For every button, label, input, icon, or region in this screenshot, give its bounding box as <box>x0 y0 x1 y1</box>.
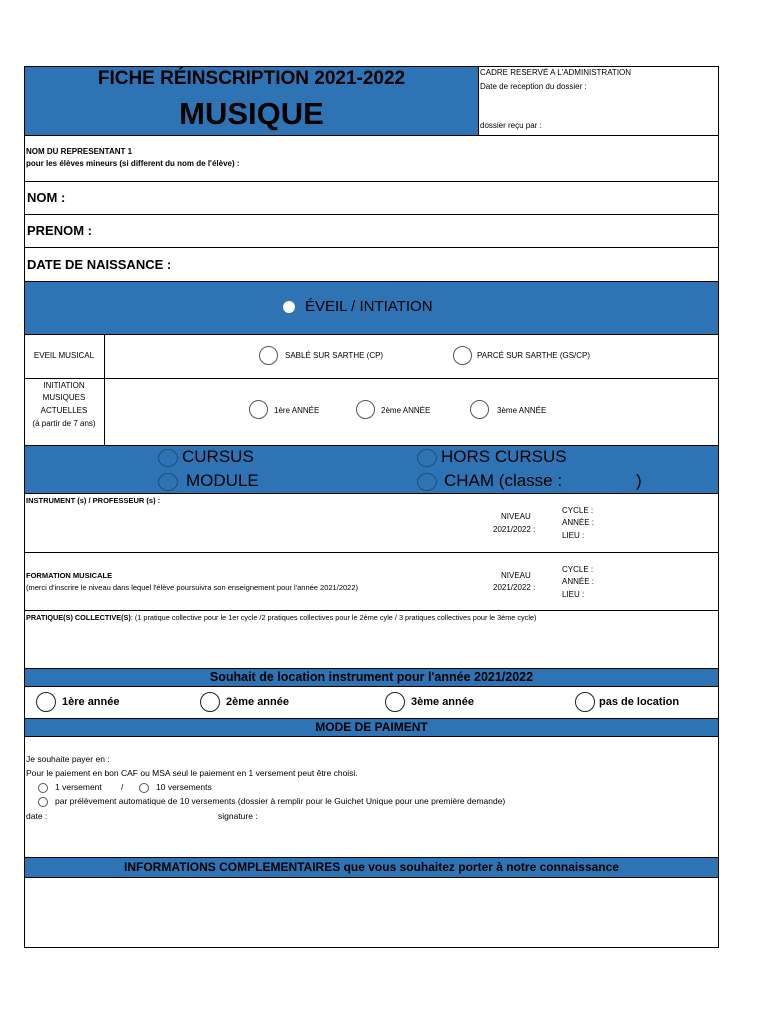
fm-niveau: NIVEAU <box>501 571 531 580</box>
sable-radio[interactable] <box>259 346 278 365</box>
eveil-header-label: ÉVEIL / INTIATION <box>305 298 433 315</box>
sable-label: SABLÉ SUR SARTHE (CP) <box>285 351 384 360</box>
hors-cursus-radio[interactable] <box>417 449 437 467</box>
form-subject: MUSIQUE <box>179 96 324 131</box>
initiation-label-1: INITIATION <box>43 381 85 390</box>
eveil-radio[interactable] <box>283 301 295 313</box>
location-year3-label: 3ème année <box>411 696 474 708</box>
location-header-label: Souhait de location instrument pour l'année 2021/2022 <box>209 670 534 684</box>
eveil-musical-label: EVEIL MUSICAL <box>33 351 95 360</box>
location-year1-label: 1ère année <box>62 696 120 708</box>
year2-label: 2ème ANNÉE <box>381 406 431 415</box>
location-year2-label: 2ème année <box>226 696 289 708</box>
parce-label: PARCÉ SUR SARTHE (GS/CP) <box>477 351 591 360</box>
fm-lieu: LIEU : <box>562 590 585 599</box>
initiation-label-4: (à partir de 7 ans) <box>32 419 96 428</box>
direct-debit-radio[interactable] <box>38 797 48 807</box>
instrument-niveau: NIVEAU <box>501 512 531 521</box>
payment-separator: / <box>121 782 124 792</box>
no-location-radio[interactable] <box>575 692 595 712</box>
parce-radio[interactable] <box>453 346 472 365</box>
fm-note: (merci d'inscrire le niveau dans lequel l'élève poursuivra son enseignement pour l'année 2021/2022) <box>26 583 358 592</box>
ten-payments-radio[interactable] <box>139 783 149 793</box>
pratique-note: : (1 pratique collective pour le 1er cycle /2 pratiques collectives pour le 2ème cyle / 3 pratiques collectives pour le 3ème cycle) <box>130 613 537 622</box>
admin-title: CADRE RESERVÉ A L'ADMINISTRATION <box>480 68 632 77</box>
cham-radio[interactable] <box>417 473 437 491</box>
fm-cycle: CYCLE : <box>562 565 594 574</box>
signature-label: signature : <box>218 811 258 821</box>
admin-received-by: dossier reçu par : <box>480 121 542 130</box>
info-textarea[interactable] <box>24 877 719 948</box>
one-payment-label: 1 versement <box>55 782 102 792</box>
year1-label: 1ère ANNÉE <box>274 406 320 415</box>
year2-radio[interactable] <box>356 400 375 419</box>
instrument-cycle: CYCLE : <box>562 506 594 515</box>
prenom-field[interactable] <box>24 214 719 248</box>
payment-intro: Je souhaite payer en : <box>26 754 110 764</box>
initiation-label-2: MUSIQUES <box>42 393 86 402</box>
cham-close: ) <box>636 471 642 490</box>
date-label: date : <box>26 811 48 821</box>
instrument-annee: ANNÉE : <box>562 518 595 527</box>
nom-field[interactable] <box>24 181 719 215</box>
prenom-label: PRENOM : <box>27 223 92 238</box>
instrument-label: INSTRUMENT (s) / PROFESSEUR (s) : <box>26 496 161 505</box>
payment-header-label: MODE DE PAIMENT <box>315 720 428 734</box>
year3-label: 3ème ANNÉE <box>497 406 547 415</box>
module-label: MODULE <box>186 471 259 490</box>
no-location-label: pas de location <box>599 696 680 708</box>
year1-radio[interactable] <box>249 400 268 419</box>
eveil-musical-divider <box>104 334 105 379</box>
info-header-label: INFORMATIONS COMPLEMENTAIRES que vous souhaitez porter à notre connaissance <box>124 860 619 874</box>
admin-date: Date de reception du dossier : <box>480 82 587 91</box>
representative-subtitle: pour les élèves mineurs (si different du nom de l'élève) : <box>26 159 240 168</box>
cursus-header <box>24 445 719 494</box>
pratique-label <box>26 613 536 622</box>
cham-label: CHAM (classe : <box>444 471 563 490</box>
initiation-label-3: ACTUELLES <box>40 406 88 415</box>
dob-label: DATE DE NAISSANCE : <box>27 257 172 272</box>
fm-niveau-year: 2021/2022 : <box>493 583 536 592</box>
location-year3-radio[interactable] <box>385 692 405 712</box>
fm-annee: ANNÉE : <box>562 577 595 586</box>
module-radio[interactable] <box>158 473 178 491</box>
nom-label: NOM : <box>27 190 66 205</box>
cursus-label: CURSUS <box>182 447 254 466</box>
location-year2-radio[interactable] <box>200 692 220 712</box>
pratique-title: PRATIQUE(S) COLLECTIVE(S) <box>26 613 131 622</box>
ten-payments-label: 10 versements <box>156 782 212 792</box>
year3-radio[interactable] <box>470 400 489 419</box>
fm-label: FORMATION MUSICALE <box>26 571 113 580</box>
payment-note: Pour le paiement en bon CAF ou MSA seul le paiement en 1 versement peut être choisi. <box>26 768 358 778</box>
form-title: FICHE RÉINSCRIPTION 2021-2022 <box>97 68 406 89</box>
representative-title: NOM DU REPRESENTANT 1 <box>26 147 133 156</box>
direct-debit-label: par prélèvement automatique de 10 versements (dossier à remplir pour le Guichet Unique pour une première demande) <box>55 796 506 806</box>
hors-cursus-label: HORS CURSUS <box>441 447 567 466</box>
cursus-radio[interactable] <box>158 449 178 467</box>
instrument-niveau-year: 2021/2022 : <box>493 525 536 534</box>
instrument-lieu: LIEU : <box>562 531 585 540</box>
formation-musicale-row[interactable] <box>24 552 719 611</box>
one-payment-radio[interactable] <box>38 783 48 793</box>
location-year1-radio[interactable] <box>36 692 56 712</box>
initiation-divider <box>104 378 105 446</box>
